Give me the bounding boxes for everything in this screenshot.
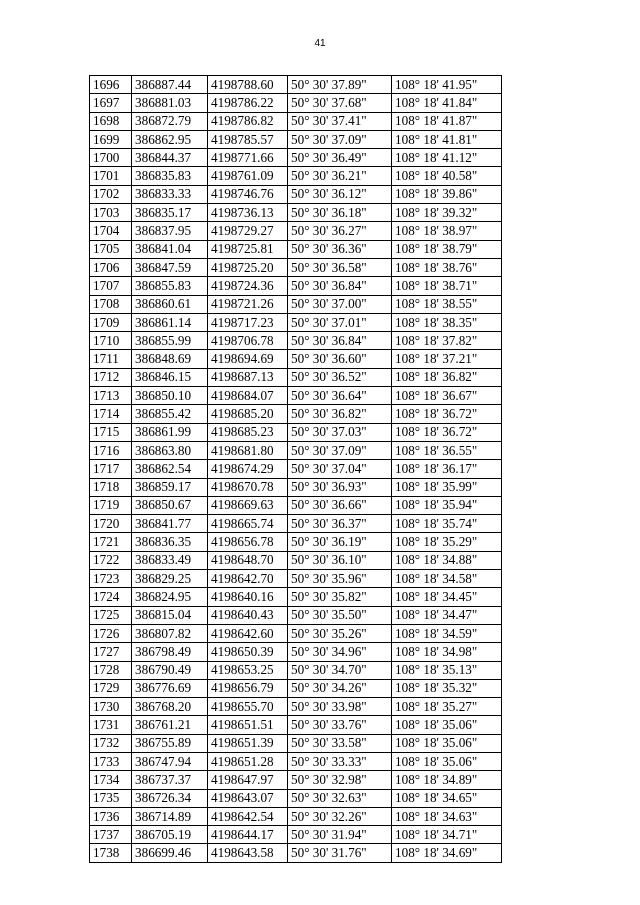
y-coordinate-cell: 4198651.28: [208, 752, 288, 770]
point-id-cell: 1738: [90, 844, 132, 862]
y-coordinate-cell: 4198642.60: [208, 624, 288, 642]
y-coordinate-cell: 4198643.58: [208, 844, 288, 862]
y-coordinate-cell: 4198643.07: [208, 789, 288, 807]
point-id-cell: 1726: [90, 624, 132, 642]
table-row: [90, 606, 502, 624]
y-coordinate-cell: 4198650.39: [208, 643, 288, 661]
table-row: [90, 368, 502, 386]
point-id-cell: 1716: [90, 441, 132, 459]
x-coordinate-cell: 386824.95: [132, 588, 208, 606]
y-coordinate-cell: 4198785.57: [208, 130, 288, 148]
latitude-cell: 50° 30' 37.00": [288, 295, 392, 313]
y-coordinate-cell: 4198681.80: [208, 441, 288, 459]
longitude-cell: 108° 18' 39.32": [392, 204, 502, 222]
table-row: [90, 496, 502, 514]
x-coordinate-cell: 386807.82: [132, 624, 208, 642]
x-coordinate-cell: 386726.34: [132, 789, 208, 807]
y-coordinate-cell: 4198656.78: [208, 533, 288, 551]
point-id-cell: 1698: [90, 112, 132, 130]
x-coordinate-cell: 386861.14: [132, 313, 208, 331]
point-id-cell: 1714: [90, 405, 132, 423]
x-coordinate-cell: 386835.83: [132, 167, 208, 185]
table-row: [90, 295, 502, 313]
table-row: [90, 204, 502, 222]
longitude-cell: 108° 18' 36.72": [392, 405, 502, 423]
point-id-cell: 1729: [90, 679, 132, 697]
y-coordinate-cell: 4198674.29: [208, 460, 288, 478]
longitude-cell: 108° 18' 38.35": [392, 313, 502, 331]
y-coordinate-cell: 4198694.69: [208, 350, 288, 368]
longitude-cell: 108° 18' 35.99": [392, 478, 502, 496]
point-id-cell: 1737: [90, 826, 132, 844]
latitude-cell: 50° 30' 37.41": [288, 112, 392, 130]
point-id-cell: 1700: [90, 149, 132, 167]
table-row: [90, 789, 502, 807]
y-coordinate-cell: 4198644.17: [208, 826, 288, 844]
y-coordinate-cell: 4198725.20: [208, 258, 288, 276]
x-coordinate-cell: 386829.25: [132, 570, 208, 588]
latitude-cell: 50° 30' 33.33": [288, 752, 392, 770]
coordinates-table-body: [90, 76, 502, 863]
x-coordinate-cell: 386833.33: [132, 185, 208, 203]
longitude-cell: 108° 18' 34.98": [392, 643, 502, 661]
latitude-cell: 50° 30' 31.94": [288, 826, 392, 844]
table-row: [90, 387, 502, 405]
y-coordinate-cell: 4198655.70: [208, 698, 288, 716]
latitude-cell: 50° 30' 37.04": [288, 460, 392, 478]
point-id-cell: 1696: [90, 76, 132, 94]
x-coordinate-cell: 386855.99: [132, 332, 208, 350]
x-coordinate-cell: 386699.46: [132, 844, 208, 862]
point-id-cell: 1735: [90, 789, 132, 807]
table-row: [90, 679, 502, 697]
table-row: [90, 313, 502, 331]
y-coordinate-cell: 4198647.97: [208, 771, 288, 789]
x-coordinate-cell: 386850.10: [132, 387, 208, 405]
latitude-cell: 50° 30' 32.63": [288, 789, 392, 807]
x-coordinate-cell: 386836.35: [132, 533, 208, 551]
longitude-cell: 108° 18' 40.58": [392, 167, 502, 185]
y-coordinate-cell: 4198651.51: [208, 716, 288, 734]
point-id-cell: 1711: [90, 350, 132, 368]
point-id-cell: 1706: [90, 258, 132, 276]
longitude-cell: 108° 18' 34.45": [392, 588, 502, 606]
latitude-cell: 50° 30' 36.93": [288, 478, 392, 496]
x-coordinate-cell: 386872.79: [132, 112, 208, 130]
y-coordinate-cell: 4198786.82: [208, 112, 288, 130]
y-coordinate-cell: 4198746.76: [208, 185, 288, 203]
y-coordinate-cell: 4198706.78: [208, 332, 288, 350]
longitude-cell: 108° 18' 35.13": [392, 661, 502, 679]
longitude-cell: 108° 18' 35.06": [392, 752, 502, 770]
longitude-cell: 108° 18' 41.84": [392, 94, 502, 112]
point-id-cell: 1718: [90, 478, 132, 496]
table-row: [90, 350, 502, 368]
y-coordinate-cell: 4198685.20: [208, 405, 288, 423]
latitude-cell: 50° 30' 36.64": [288, 387, 392, 405]
y-coordinate-cell: 4198665.74: [208, 515, 288, 533]
latitude-cell: 50° 30' 37.68": [288, 94, 392, 112]
x-coordinate-cell: 386790.49: [132, 661, 208, 679]
y-coordinate-cell: 4198788.60: [208, 76, 288, 94]
y-coordinate-cell: 4198685.23: [208, 423, 288, 441]
point-id-cell: 1702: [90, 185, 132, 203]
latitude-cell: 50° 30' 36.21": [288, 167, 392, 185]
point-id-cell: 1712: [90, 368, 132, 386]
latitude-cell: 50° 30' 36.37": [288, 515, 392, 533]
table-row: [90, 698, 502, 716]
latitude-cell: 50° 30' 33.76": [288, 716, 392, 734]
latitude-cell: 50° 30' 36.66": [288, 496, 392, 514]
latitude-cell: 50° 30' 34.96": [288, 643, 392, 661]
latitude-cell: 50° 30' 36.60": [288, 350, 392, 368]
longitude-cell: 108° 18' 34.88": [392, 551, 502, 569]
y-coordinate-cell: 4198669.63: [208, 496, 288, 514]
x-coordinate-cell: 386846.15: [132, 368, 208, 386]
point-id-cell: 1699: [90, 130, 132, 148]
point-id-cell: 1710: [90, 332, 132, 350]
point-id-cell: 1725: [90, 606, 132, 624]
point-id-cell: 1701: [90, 167, 132, 185]
latitude-cell: 50° 30' 36.84": [288, 332, 392, 350]
x-coordinate-cell: 386861.99: [132, 423, 208, 441]
longitude-cell: 108° 18' 36.55": [392, 441, 502, 459]
x-coordinate-cell: 386776.69: [132, 679, 208, 697]
table-row: [90, 478, 502, 496]
table-row: [90, 112, 502, 130]
x-coordinate-cell: 386855.83: [132, 277, 208, 295]
latitude-cell: 50° 30' 35.82": [288, 588, 392, 606]
x-coordinate-cell: 386714.89: [132, 807, 208, 825]
x-coordinate-cell: 386863.80: [132, 441, 208, 459]
x-coordinate-cell: 386833.49: [132, 551, 208, 569]
point-id-cell: 1707: [90, 277, 132, 295]
y-coordinate-cell: 4198687.13: [208, 368, 288, 386]
table-row: [90, 94, 502, 112]
x-coordinate-cell: 386815.04: [132, 606, 208, 624]
x-coordinate-cell: 386862.95: [132, 130, 208, 148]
y-coordinate-cell: 4198725.81: [208, 240, 288, 258]
table-row: [90, 185, 502, 203]
y-coordinate-cell: 4198651.39: [208, 734, 288, 752]
longitude-cell: 108° 18' 36.72": [392, 423, 502, 441]
point-id-cell: 1715: [90, 423, 132, 441]
table-row: [90, 734, 502, 752]
x-coordinate-cell: 386862.54: [132, 460, 208, 478]
latitude-cell: 50° 30' 34.70": [288, 661, 392, 679]
point-id-cell: 1728: [90, 661, 132, 679]
latitude-cell: 50° 30' 36.84": [288, 277, 392, 295]
longitude-cell: 108° 18' 41.81": [392, 130, 502, 148]
x-coordinate-cell: 386855.42: [132, 405, 208, 423]
table-row: [90, 149, 502, 167]
x-coordinate-cell: 386859.17: [132, 478, 208, 496]
x-coordinate-cell: 386860.61: [132, 295, 208, 313]
latitude-cell: 50° 30' 35.26": [288, 624, 392, 642]
table-row: [90, 844, 502, 862]
point-id-cell: 1720: [90, 515, 132, 533]
longitude-cell: 108° 18' 41.12": [392, 149, 502, 167]
page-number: 41: [314, 38, 326, 49]
x-coordinate-cell: 386755.89: [132, 734, 208, 752]
longitude-cell: 108° 18' 35.06": [392, 716, 502, 734]
table-row: [90, 771, 502, 789]
y-coordinate-cell: 4198786.22: [208, 94, 288, 112]
latitude-cell: 50° 30' 37.03": [288, 423, 392, 441]
x-coordinate-cell: 386841.04: [132, 240, 208, 258]
y-coordinate-cell: 4198642.54: [208, 807, 288, 825]
latitude-cell: 50° 30' 36.58": [288, 258, 392, 276]
x-coordinate-cell: 386848.69: [132, 350, 208, 368]
latitude-cell: 50° 30' 36.36": [288, 240, 392, 258]
point-id-cell: 1723: [90, 570, 132, 588]
x-coordinate-cell: 386798.49: [132, 643, 208, 661]
longitude-cell: 108° 18' 34.59": [392, 624, 502, 642]
longitude-cell: 108° 18' 38.71": [392, 277, 502, 295]
latitude-cell: 50° 30' 36.18": [288, 204, 392, 222]
latitude-cell: 50° 30' 34.26": [288, 679, 392, 697]
point-id-cell: 1733: [90, 752, 132, 770]
latitude-cell: 50° 30' 36.27": [288, 222, 392, 240]
table-row: [90, 332, 502, 350]
longitude-cell: 108° 18' 35.29": [392, 533, 502, 551]
table-row: [90, 716, 502, 734]
table-row: [90, 551, 502, 569]
point-id-cell: 1722: [90, 551, 132, 569]
y-coordinate-cell: 4198684.07: [208, 387, 288, 405]
longitude-cell: 108° 18' 37.82": [392, 332, 502, 350]
point-id-cell: 1713: [90, 387, 132, 405]
latitude-cell: 50° 30' 33.98": [288, 698, 392, 716]
table-row: [90, 76, 502, 94]
y-coordinate-cell: 4198729.27: [208, 222, 288, 240]
y-coordinate-cell: 4198642.70: [208, 570, 288, 588]
longitude-cell: 108° 18' 41.87": [392, 112, 502, 130]
table-row: [90, 460, 502, 478]
x-coordinate-cell: 386768.20: [132, 698, 208, 716]
latitude-cell: 50° 30' 31.76": [288, 844, 392, 862]
longitude-cell: 108° 18' 34.58": [392, 570, 502, 588]
table-row: [90, 661, 502, 679]
y-coordinate-cell: 4198670.78: [208, 478, 288, 496]
point-id-cell: 1719: [90, 496, 132, 514]
x-coordinate-cell: 386844.37: [132, 149, 208, 167]
point-id-cell: 1704: [90, 222, 132, 240]
x-coordinate-cell: 386887.44: [132, 76, 208, 94]
table-row: [90, 167, 502, 185]
longitude-cell: 108° 18' 37.21": [392, 350, 502, 368]
longitude-cell: 108° 18' 34.65": [392, 789, 502, 807]
y-coordinate-cell: 4198648.70: [208, 551, 288, 569]
point-id-cell: 1730: [90, 698, 132, 716]
longitude-cell: 108° 18' 35.94": [392, 496, 502, 514]
table-row: [90, 130, 502, 148]
table-row: [90, 258, 502, 276]
table-row: [90, 277, 502, 295]
longitude-cell: 108° 18' 36.67": [392, 387, 502, 405]
table-row: [90, 533, 502, 551]
table-row: [90, 423, 502, 441]
x-coordinate-cell: 386737.37: [132, 771, 208, 789]
longitude-cell: 108° 18' 34.89": [392, 771, 502, 789]
point-id-cell: 1717: [90, 460, 132, 478]
x-coordinate-cell: 386847.59: [132, 258, 208, 276]
latitude-cell: 50° 30' 36.52": [288, 368, 392, 386]
table-row: [90, 752, 502, 770]
longitude-cell: 108° 18' 34.47": [392, 606, 502, 624]
x-coordinate-cell: 386747.94: [132, 752, 208, 770]
table-row: [90, 441, 502, 459]
x-coordinate-cell: 386835.17: [132, 204, 208, 222]
latitude-cell: 50° 30' 35.96": [288, 570, 392, 588]
x-coordinate-cell: 386841.77: [132, 515, 208, 533]
y-coordinate-cell: 4198656.79: [208, 679, 288, 697]
table-row: [90, 807, 502, 825]
latitude-cell: 50° 30' 32.98": [288, 771, 392, 789]
latitude-cell: 50° 30' 37.01": [288, 313, 392, 331]
latitude-cell: 50° 30' 33.58": [288, 734, 392, 752]
y-coordinate-cell: 4198721.26: [208, 295, 288, 313]
longitude-cell: 108° 18' 38.79": [392, 240, 502, 258]
y-coordinate-cell: 4198653.25: [208, 661, 288, 679]
latitude-cell: 50° 30' 32.26": [288, 807, 392, 825]
latitude-cell: 50° 30' 37.89": [288, 76, 392, 94]
x-coordinate-cell: 386761.21: [132, 716, 208, 734]
table-row: [90, 515, 502, 533]
latitude-cell: 50° 30' 37.09": [288, 130, 392, 148]
point-id-cell: 1734: [90, 771, 132, 789]
y-coordinate-cell: 4198640.16: [208, 588, 288, 606]
longitude-cell: 108° 18' 34.63": [392, 807, 502, 825]
y-coordinate-cell: 4198771.66: [208, 149, 288, 167]
longitude-cell: 108° 18' 38.76": [392, 258, 502, 276]
latitude-cell: 50° 30' 37.09": [288, 441, 392, 459]
longitude-cell: 108° 18' 35.32": [392, 679, 502, 697]
longitude-cell: 108° 18' 34.69": [392, 844, 502, 862]
longitude-cell: 108° 18' 36.82": [392, 368, 502, 386]
longitude-cell: 108° 18' 39.86": [392, 185, 502, 203]
y-coordinate-cell: 4198640.43: [208, 606, 288, 624]
point-id-cell: 1708: [90, 295, 132, 313]
y-coordinate-cell: 4198736.13: [208, 204, 288, 222]
latitude-cell: 50° 30' 36.49": [288, 149, 392, 167]
longitude-cell: 108° 18' 38.55": [392, 295, 502, 313]
table-row: [90, 624, 502, 642]
table-row: [90, 222, 502, 240]
x-coordinate-cell: 386881.03: [132, 94, 208, 112]
point-id-cell: 1709: [90, 313, 132, 331]
point-id-cell: 1732: [90, 734, 132, 752]
point-id-cell: 1703: [90, 204, 132, 222]
table-row: [90, 588, 502, 606]
latitude-cell: 50° 30' 36.82": [288, 405, 392, 423]
table-row: [90, 643, 502, 661]
point-id-cell: 1721: [90, 533, 132, 551]
longitude-cell: 108° 18' 35.27": [392, 698, 502, 716]
longitude-cell: 108° 18' 36.17": [392, 460, 502, 478]
table-row: [90, 826, 502, 844]
y-coordinate-cell: 4198724.36: [208, 277, 288, 295]
x-coordinate-cell: 386705.19: [132, 826, 208, 844]
table-row: [90, 405, 502, 423]
latitude-cell: 50° 30' 36.12": [288, 185, 392, 203]
x-coordinate-cell: 386850.67: [132, 496, 208, 514]
longitude-cell: 108° 18' 35.74": [392, 515, 502, 533]
latitude-cell: 50° 30' 35.50": [288, 606, 392, 624]
longitude-cell: 108° 18' 38.97": [392, 222, 502, 240]
point-id-cell: 1705: [90, 240, 132, 258]
point-id-cell: 1727: [90, 643, 132, 661]
x-coordinate-cell: 386837.95: [132, 222, 208, 240]
table-row: [90, 240, 502, 258]
point-id-cell: 1731: [90, 716, 132, 734]
point-id-cell: 1697: [90, 94, 132, 112]
table-row: [90, 570, 502, 588]
longitude-cell: 108° 18' 35.06": [392, 734, 502, 752]
point-id-cell: 1736: [90, 807, 132, 825]
longitude-cell: 108° 18' 41.95": [392, 76, 502, 94]
y-coordinate-cell: 4198761.09: [208, 167, 288, 185]
latitude-cell: 50° 30' 36.10": [288, 551, 392, 569]
coordinates-table: [89, 75, 502, 863]
longitude-cell: 108° 18' 34.71": [392, 826, 502, 844]
latitude-cell: 50° 30' 36.19": [288, 533, 392, 551]
point-id-cell: 1724: [90, 588, 132, 606]
y-coordinate-cell: 4198717.23: [208, 313, 288, 331]
